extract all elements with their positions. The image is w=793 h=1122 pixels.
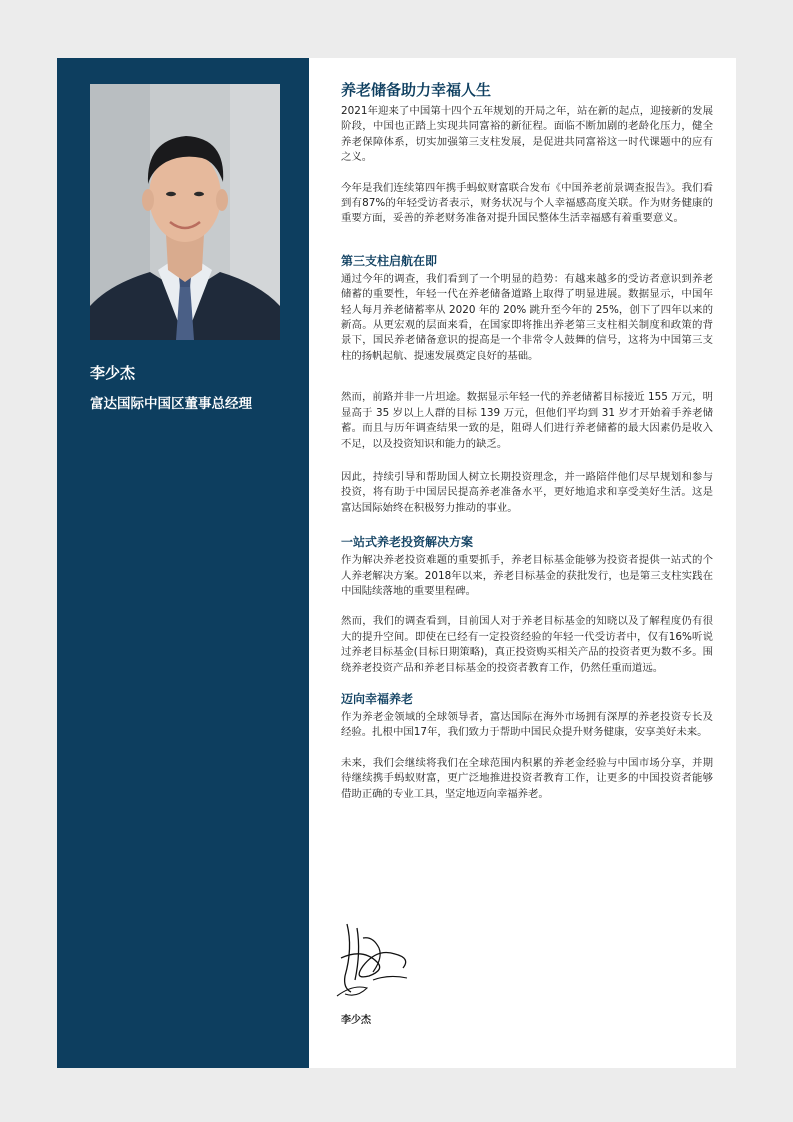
- section-paragraph: 通过今年的调查，我们看到了一个明显的趋势：有越来越多的受访者意识到养老储蓄的重要性，年轻一代在养老储备道路上取得了明显进展。数据显示，中国年轻人每月养老储蓄率从 2020 年的 20% 跳升至今年的 25%，创下了四年以来的新高。从更宏观的层面来看，在国家即将推出养老第三支柱相关制度和政策的背景下，国民养老储备意识的提高是一个非常令人鼓舞的信号，这将为中国第三支柱的扬帆起航、提速发展奠定良好的基础。: [341, 272, 713, 362]
- intro-paragraph: 今年是我们连续第四年携手蚂蚁财富联合发布《中国养老前景调查报告》。我们看到有87%的年轻受访者表示，财务状况与个人幸福感高度关联。作为财务健康的重要方面，妥善的养老财务准备对提升国民整体生活幸福感有着重要意义。: [341, 181, 713, 225]
- section-paragraph: 未来，我们会继续将我们在全球范围内积累的养老金经验与中国市场分享，并期待继续携手蚂蚁财富，更广泛地推进投资者教育工作，让更多的中国投资者能够借助正确的专业工具，坚定地迈向幸福养老。: [341, 756, 713, 800]
- section-paragraph: 然而，我们的调查看到，目前国人对于养老目标基金的知晓以及了解程度仍有很大的提升空间。即使在已经有一定投资经验的年轻一代受访者中，仅有16%听说过养老目标基金(目标日期策略)，真正投资购买相关产品的投资者更为数不多。围绕养老投资产品和养老目标基金的投资者教育工作，仍然任重而道远。: [341, 615, 713, 674]
- section-title: 迈向幸福养老: [341, 691, 414, 706]
- main-title: 养老储备助力幸福人生: [341, 81, 492, 99]
- intro-paragraph: 2021年迎来了中国第十四个五年规划的开局之年，站在新的起点，迎接新的发展阶段，中国也正踏上实现共同富裕的新征程。面临不断加剧的老龄化压力，健全养老保障体系，切实加强第三支柱发展，是促进共同富裕这一时代课题中的应有之义。: [341, 105, 713, 164]
- section-paragraph: 然而，前路并非一片坦途。数据显示年轻一代的养老储蓄目标接近 155 万元，明显高于 35 岁以上人群的目标 139 万元，但他们平均到 31 岁才开始着手养老储蓄。而且与历年调查结果一致的是，阻碍人们进行养老储蓄的最大因素仍是收入不足，以及投资知识和能力的缺乏。: [341, 391, 713, 450]
- author-portrait: [90, 84, 280, 340]
- sidebar: [57, 58, 309, 1068]
- section-title: 一站式养老投资解决方案: [341, 535, 474, 550]
- handwritten-signature: [333, 918, 423, 1000]
- signature-name: 李少杰: [341, 1015, 371, 1026]
- author-title: 富达国际中国区董事总经理: [90, 396, 252, 412]
- portrait-image: [90, 84, 280, 340]
- section-paragraph: 因此，持续引导和帮助国人树立长期投资理念，并一路陪伴他们尽早规划和参与投资，将有助于中国居民提高养老准备水平，更好地追求和享受美好生活。这是富达国际始终在积极努力推动的事业。: [341, 470, 713, 514]
- author-name: 李少杰: [90, 364, 136, 382]
- letter-content: [341, 80, 713, 802]
- section-paragraph: 作为养老金领域的全球领导者，富达国际在海外市场拥有深厚的养老投资专长及经验。扎根中国17年，我们致力于帮助中国民众提升财务健康，安享美好未来。: [341, 710, 713, 739]
- section-title: 第三支柱启航在即: [341, 253, 438, 268]
- section-paragraph: 作为解决养老投资难题的重要抓手，养老目标基金能够为投资者提供一站式的个人养老解决方案。2018年以来，养老目标基金的获批发行，也是第三支柱实践在中国陆续落地的重要里程碑。: [341, 554, 713, 597]
- letter-page: [57, 58, 736, 1068]
